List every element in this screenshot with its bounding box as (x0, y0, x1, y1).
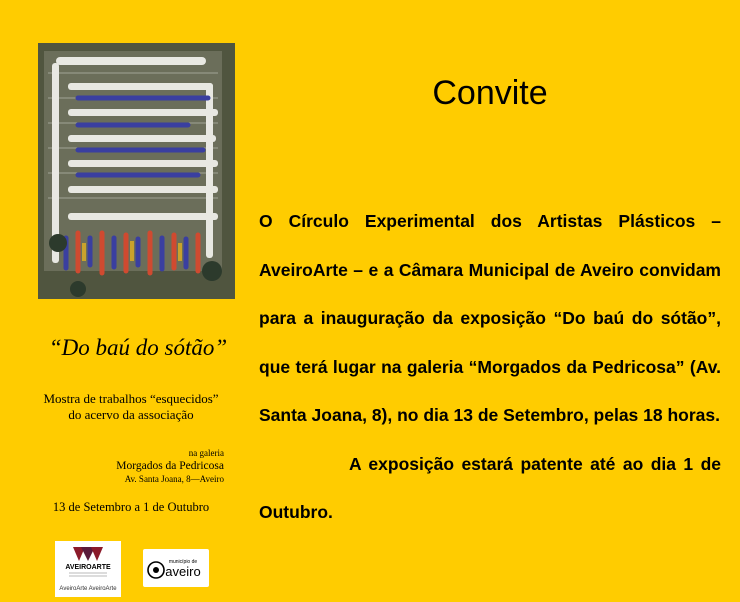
exhibit-subtitle (20, 391, 242, 423)
municipio-aveiro-logo (143, 549, 209, 587)
aveiroarte-mark: AVEIROARTE (65, 564, 111, 571)
invitation-heading: Convite (432, 74, 548, 112)
subtitle-line: Mostra de trabalhos “esquecidos” (43, 391, 219, 406)
venue-address: Av. Santa Joana, 8—Aveiro (124, 474, 224, 484)
venue-info (100, 447, 224, 485)
exhibit-title: “Do baú do sótão” (48, 335, 228, 360)
invitation-paragraph: O Círculo Experimental dos Artistas Plásticos – AveiroArte – e a Câmara Municipal de Aveiro convidam para a inauguração da exposição “Do baú do sótão”, que terá lugar na galeria “Morgados da Pedricosa” (Av. Santa Joana, 8), no dia 13 de Setembro, pelas 18 horas. (259, 211, 721, 425)
cma-small-text: município de (168, 559, 198, 565)
venue-name: Morgados da Pedricosa (116, 460, 224, 472)
subtitle-line: do acervo da associação (68, 407, 194, 422)
aveiroarte-logo (55, 541, 121, 597)
venue-prefix: na galeria (188, 448, 224, 458)
exhibition-artwork-image (38, 43, 235, 299)
cma-big-text: aveiro (165, 564, 201, 579)
aveiroarte-caption: AveiroArte AveiroArte (59, 586, 117, 592)
invitation-closing: A exposição estará patente até ao dia 1 de Outubro. (259, 453, 721, 522)
exhibit-dates: 13 de Setembro a 1 de Outubro (52, 500, 210, 514)
invitation-body (259, 197, 721, 537)
